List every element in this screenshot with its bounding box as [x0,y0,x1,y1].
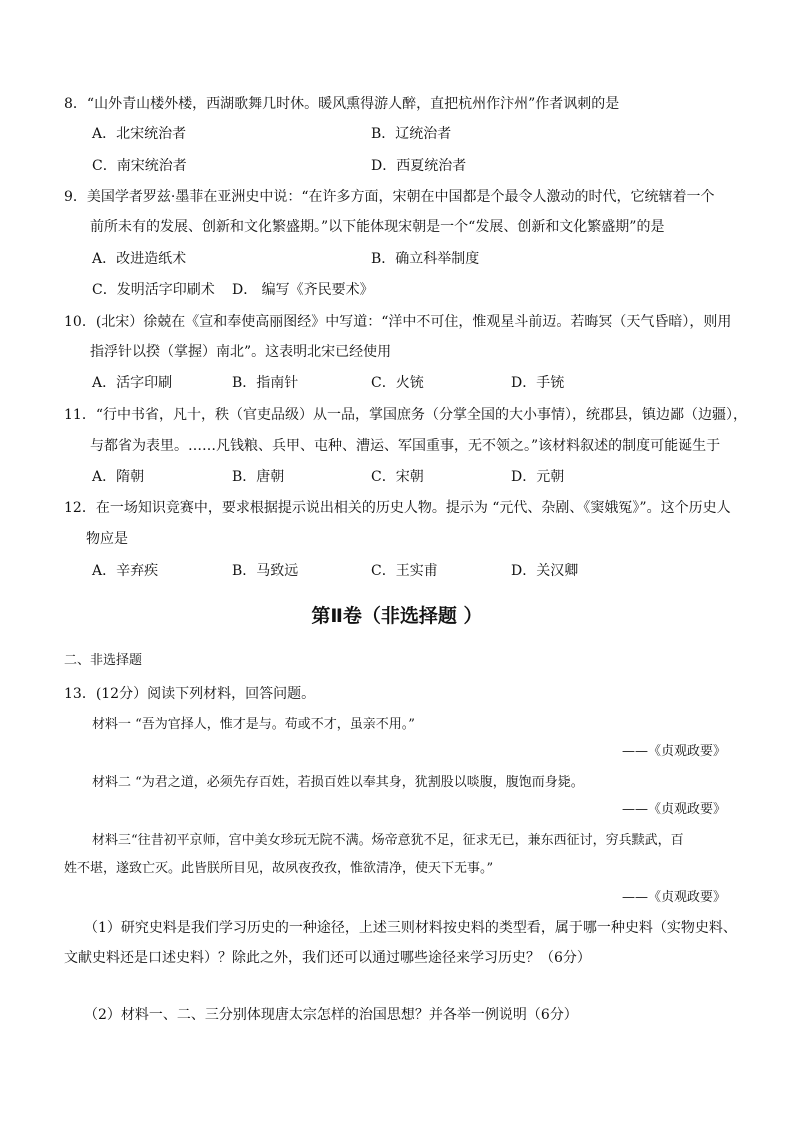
q10-option-a: A．活字印刷 [92,375,173,391]
question-12-stem-line2: 物应是 [86,531,128,547]
q8-option-a: A．北宋统治者 [92,126,187,142]
question-10-stem-line1: 10．(北宋）徐兢在《宣和奉使高丽图经》中写道：“洋中不可住，惟观星斗前迈。若晦冥（天气昏暗），则用 [64,314,732,330]
question-11-stem-line2: 与都省为表里。……凡钱粮、兵甲、屯种、漕运、军国重事，无不领之。”该材料叙述的制度可能诞生于 [90,438,721,454]
question-11-stem-line1: 11．“行中书省，凡十，秩（官吏品级）从一品，掌国庶务（分掌全国的大小事情），统郡县，镇边鄙（边疆）， [64,407,747,423]
material-3-source: ——《贞观政要》 [621,890,726,905]
material-1: 材料一 “吾为官择人，惟才是与。苟或不才，虽亲不用。” [92,717,415,732]
q10-option-b: B．指南针 [232,375,299,391]
q10-option-d: D．手铳 [511,375,565,391]
question-9-stem-line1: 9．美国学者罗兹·墨菲在亚洲史中说：“在许多方面，宋朝在中国都是个最令人激动的时代，它统辖着一个 [64,189,715,205]
material-3-line2: 姓不堪，遂致亡灭。此皆朕所目见，故夙夜孜孜，惟欲清净，使天下无事。” [64,861,494,876]
subquestion-1-line1: （1）研究史料是我们学习历史的一种途径，上述三则材料按史料的类型看，属于哪一种史料（实物史料、 [84,920,737,936]
q11-option-b: B．唐朝 [232,469,285,485]
q11-option-c: C．宋朝 [371,469,424,485]
q10-option-c: C．火铳 [371,375,424,391]
question-12-stem-line1: 12．在一场知识竞赛中，要求根据提示说出相关的历史人物。提示为 “元代、杂剧、《窦娥冤》”。这个历史人 [64,500,731,516]
material-2: 材料二 “为君之道，必须先存百姓，若损百姓以奉其身，犹割股以啖腹，腹饱而身毙。 [92,775,584,790]
question-13-stem: 13．(12分）阅读下列材料，回答问题。 [64,686,316,702]
subquestion-2: （2）材料一、二、三分别体现唐太宗怎样的治国思想？并各举一例说明（6分） [84,1007,578,1023]
question-10-stem-line2: 指浮针以揆（掌握）南北”。这表明北宋已经使用 [90,344,392,360]
q11-option-d: D．元朝 [511,469,565,485]
q12-option-b: B．马致远 [232,563,299,579]
q8-option-c: C．南宋统治者 [92,158,187,174]
q8-option-b: B．辽统治者 [371,126,452,142]
q9-option-b: B．确立科举制度 [371,251,480,267]
q8-option-d: D．西夏统治者 [371,158,467,174]
part-2-title: 第Ⅱ卷（非选择题 ） [311,605,483,627]
material-3-line1: 材料三“往昔初平京师，宫中美女珍玩无院不满。炀帝意犹不足，征求无已，兼东西征讨，穷兵黩武，百 [92,833,684,848]
q12-option-c: C．王实甫 [371,563,438,579]
q11-option-a: A．隋朝 [92,469,145,485]
material-1-source: ——《贞观政要》 [621,744,726,759]
q9-option-d: D． 编写《齐民要术》 [232,282,374,298]
q12-option-a: A．辛弃疾 [92,563,159,579]
q9-option-a: A．改进造纸术 [92,251,187,267]
subquestion-1-line2: 文献史料还是口述史料）？除此之外，我们还可以通过哪些途径来学习历史？（6分） [64,950,591,966]
material-2-source: ——《贞观政要》 [621,802,726,817]
q9-option-c: C．发明活字印刷术 [92,282,215,298]
question-9-stem-line2: 前所未有的发展、创新和文化繁盛期。”以下能体现宋朝是一个“发展、创新和文化繁盛期”的是 [90,219,665,235]
section-label: 二、非选择题 [64,653,143,668]
q12-option-d: D．关汉卿 [511,563,579,579]
question-8-stem: 8．“山外青山楼外楼，西湖歌舞几时休。暖风熏得游人醉，直把杭州作汴州”作者讽刺的是 [64,96,620,112]
